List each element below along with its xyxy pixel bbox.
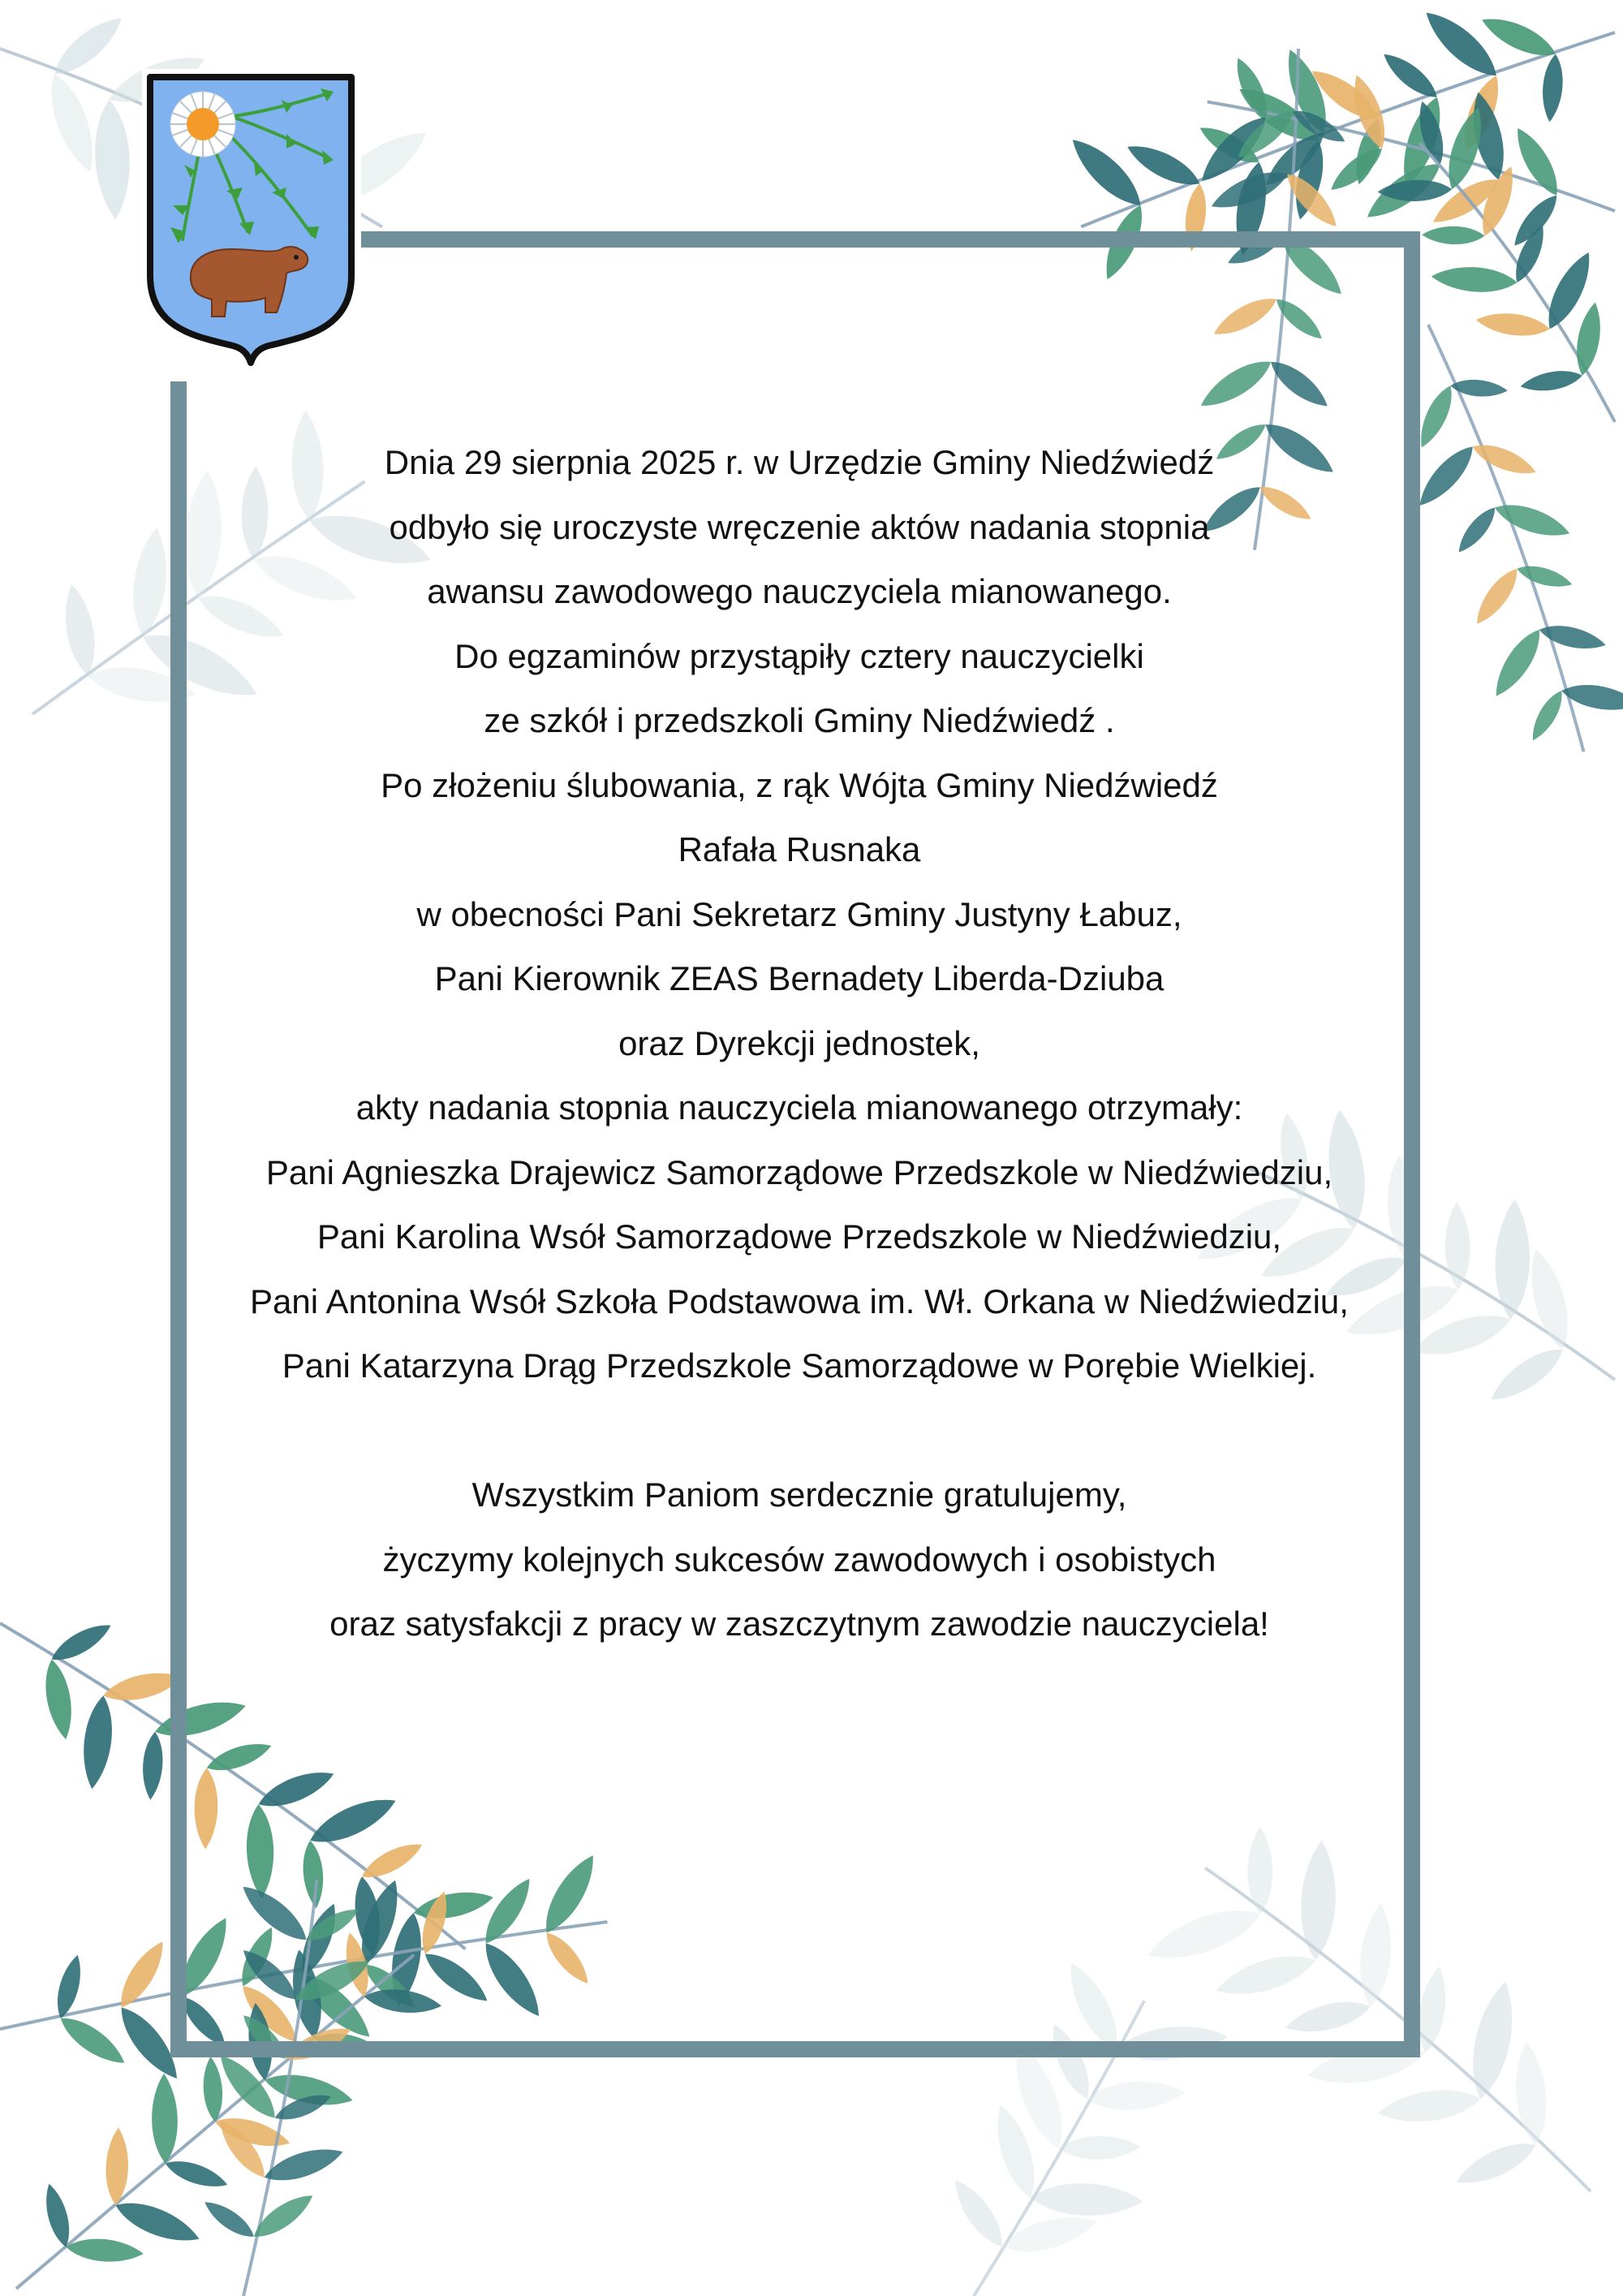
recipient-line: Pani Agnieszka Drajewicz Samorządowe Przedszkole w Niedźwiedziu, xyxy=(265,1152,1333,1191)
leaf xyxy=(151,2074,179,2164)
leaf xyxy=(1515,561,1574,592)
leaf xyxy=(1451,2134,1540,2193)
leaf xyxy=(1522,1246,1577,1354)
recipient-line: Pani Antonina Wsół Szkoła Podstawowa im. Wł. Orkana w Niedźwiedziu, xyxy=(250,1282,1349,1320)
text-line: Po złożeniu ślubowania, z rąk Wójta Gminy Niedźwiedź xyxy=(381,765,1218,804)
leaf xyxy=(1519,367,1584,395)
recipient-line: Pani Katarzyna Drąg Przedszkole Samorządowe w Porębie Wielkiej. xyxy=(282,1346,1317,1385)
text-line: awansu zawodowego nauczyciela mianowanego. xyxy=(427,572,1172,610)
leaf xyxy=(1030,2182,1143,2217)
leaf xyxy=(1464,1978,1522,2102)
text-line: Pani Kierownik ZEAS Bernadety Liberda-Dziuba xyxy=(434,959,1165,997)
leaf xyxy=(1444,1202,1471,1290)
leaf xyxy=(1418,2,1505,85)
leaf xyxy=(41,1657,77,1741)
recipient-line: Pani Karolina Wsół Samorządowe Przedszkole w Niedźwiedziu, xyxy=(316,1217,1282,1256)
paragraph-spacer xyxy=(162,1398,1436,1463)
leaf xyxy=(1572,300,1606,377)
leaf xyxy=(162,2155,230,2194)
leaf xyxy=(1540,54,1565,123)
leaf xyxy=(93,99,133,221)
text-line: odbyło się uroczyste wręczenie aktów nadania stopnia xyxy=(389,507,1210,546)
leaf xyxy=(54,2010,131,2072)
leaf xyxy=(40,2182,75,2250)
leaf xyxy=(945,2173,1011,2254)
leaf xyxy=(47,1617,116,1668)
leaf xyxy=(1375,2084,1483,2128)
leaf xyxy=(248,2187,319,2245)
leaf xyxy=(1474,309,1551,339)
leaf xyxy=(201,2056,225,2122)
leaf xyxy=(1526,687,1569,744)
leaf xyxy=(79,1694,117,1790)
leaf xyxy=(112,1936,172,2014)
leaf xyxy=(1484,1339,1570,1410)
leaf xyxy=(1422,226,1485,244)
leaf xyxy=(999,2208,1100,2260)
coat-of-arms xyxy=(142,69,361,381)
closing-line: życzymy kolejnych sukcesów zawodowych i osobistych xyxy=(382,1540,1216,1579)
text-line: Rafała Rusnaka xyxy=(678,830,921,868)
text-line: Do egzaminów przystąpiły cztery nauczycielki xyxy=(454,636,1144,675)
text-line: w obecności Pani Sekretarz Gminy Justyny Łabuz, xyxy=(416,894,1182,933)
leaf xyxy=(1512,2040,1550,2146)
closing-line: Wszystkim Paniom serdecznie gratulujemy, xyxy=(471,1475,1127,1514)
coat-of-arms-bear-thistle-icon xyxy=(142,69,361,381)
leaf xyxy=(1431,265,1518,295)
leaf xyxy=(1378,47,1443,106)
leaf xyxy=(140,1731,165,1800)
leaf xyxy=(1487,623,1548,702)
leaf xyxy=(1059,2135,1141,2160)
text-line: oraz Dyrekcji jednostek, xyxy=(618,1023,980,1062)
leaf xyxy=(46,9,129,84)
leaf xyxy=(58,582,101,678)
leaf xyxy=(1450,377,1509,398)
leaf xyxy=(1477,9,1561,64)
leaf xyxy=(1469,563,1525,630)
leaf xyxy=(1063,130,1149,214)
leaf xyxy=(1325,141,1388,197)
leaf xyxy=(111,2194,204,2251)
announcement-text xyxy=(162,430,1436,1656)
text-line: akty nadania stopnia nauczyciela mianowanego otrzymały: xyxy=(355,1088,1243,1126)
closing-line: oraz satysfakcji z pracy w zaszczytnym zawodzie nauczyciela! xyxy=(329,1605,1269,1643)
leaf xyxy=(65,2236,144,2265)
text-line: Dnia 29 sierpnia 2025 r. w Urzędzie Gminy Niedźwiedź xyxy=(384,443,1215,481)
leaf xyxy=(1122,136,1205,194)
leaf xyxy=(1087,2078,1186,2113)
text-line: ze szkół i przedszkoli Gminy Niedźwiedź . xyxy=(484,701,1115,739)
leaf xyxy=(200,2195,259,2244)
leaf xyxy=(1453,502,1501,558)
